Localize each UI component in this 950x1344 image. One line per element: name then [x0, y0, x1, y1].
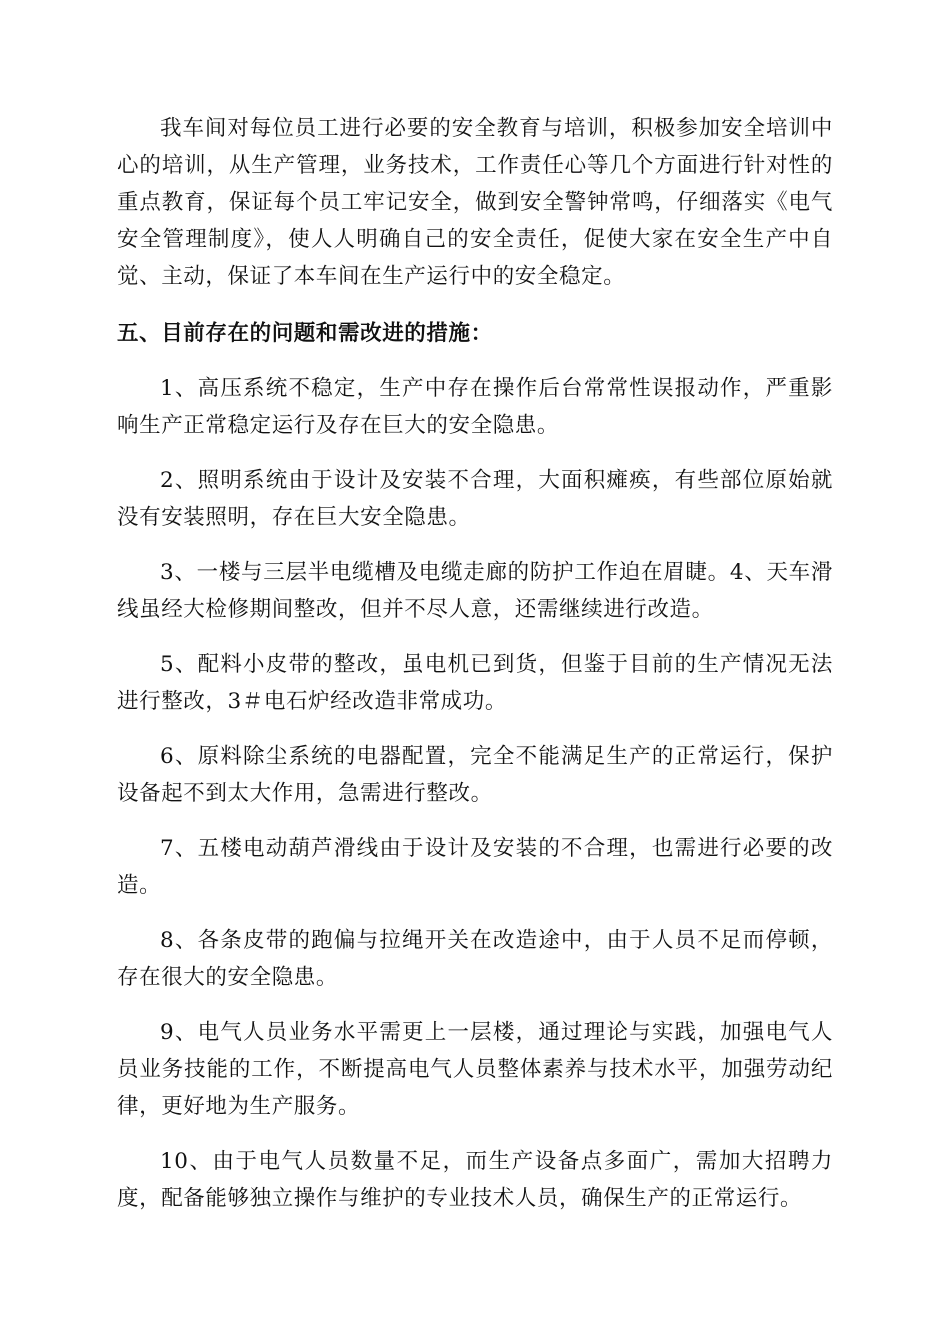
list-item: 3、一楼与三层半电缆槽及电缆走廊的防护工作迫在眉睫。4、天车滑线虽经大检修期间整改，但并不尽人意，还需继续进行改造。: [117, 560, 833, 622]
list-item: 2、照明系统由于设计及安装不合理，大面积瘫痪，有些部位原始就没有安装照明，存在巨大安全隐患。: [117, 468, 833, 530]
list-item: 5、配料小皮带的整改，虽电机已到货，但鉴于目前的生产情况无法进行整改，3＃电石炉经改造非常成功。: [117, 652, 833, 714]
section-heading: 五、目前存在的问题和需改进的措施：: [117, 321, 493, 346]
intro-paragraph: 我车间对每位员工进行必要的安全教育与培训，积极参加安全培训中心的培训，从生产管理，业务技术，工作责任心等几个方面进行针对性的重点教育，保证每个员工牢记安全，做到安全警钟常鸣，仔细落实《电气安全管理制度》，使人人明确自己的安全责任，促使大家在安全生产中自觉、主动，保证了本车间在生产运行中的安全稳定。: [117, 116, 833, 289]
list-item: 10、由于电气人员数量不足，而生产设备点多面广，需加大招聘力度，配备能够独立操作与维护的专业技术人员，确保生产的正常运行。: [117, 1149, 833, 1211]
list-item: 6、原料除尘系统的电器配置，完全不能满足生产的正常运行，保护设备起不到太大作用，急需进行整改。: [117, 744, 833, 806]
list-item: 9、电气人员业务水平需更上一层楼，通过理论与实践，加强电气人员业务技能的工作，不断提高电气人员整体素养与技术水平，加强劳动纪律，更好地为生产服务。: [117, 1020, 833, 1119]
list-item: 1、高压系统不稳定，生产中存在操作后台常常性误报动作，严重影响生产正常稳定运行及存在巨大的安全隐患。: [117, 376, 833, 438]
document-page: [117, 110, 833, 1235]
list-item: 7、五楼电动葫芦滑线由于设计及安装的不合理，也需进行必要的改造。: [117, 836, 833, 898]
list-item: 8、各条皮带的跑偏与拉绳开关在改造途中，由于人员不足而停顿，存在很大的安全隐患。: [117, 928, 833, 990]
